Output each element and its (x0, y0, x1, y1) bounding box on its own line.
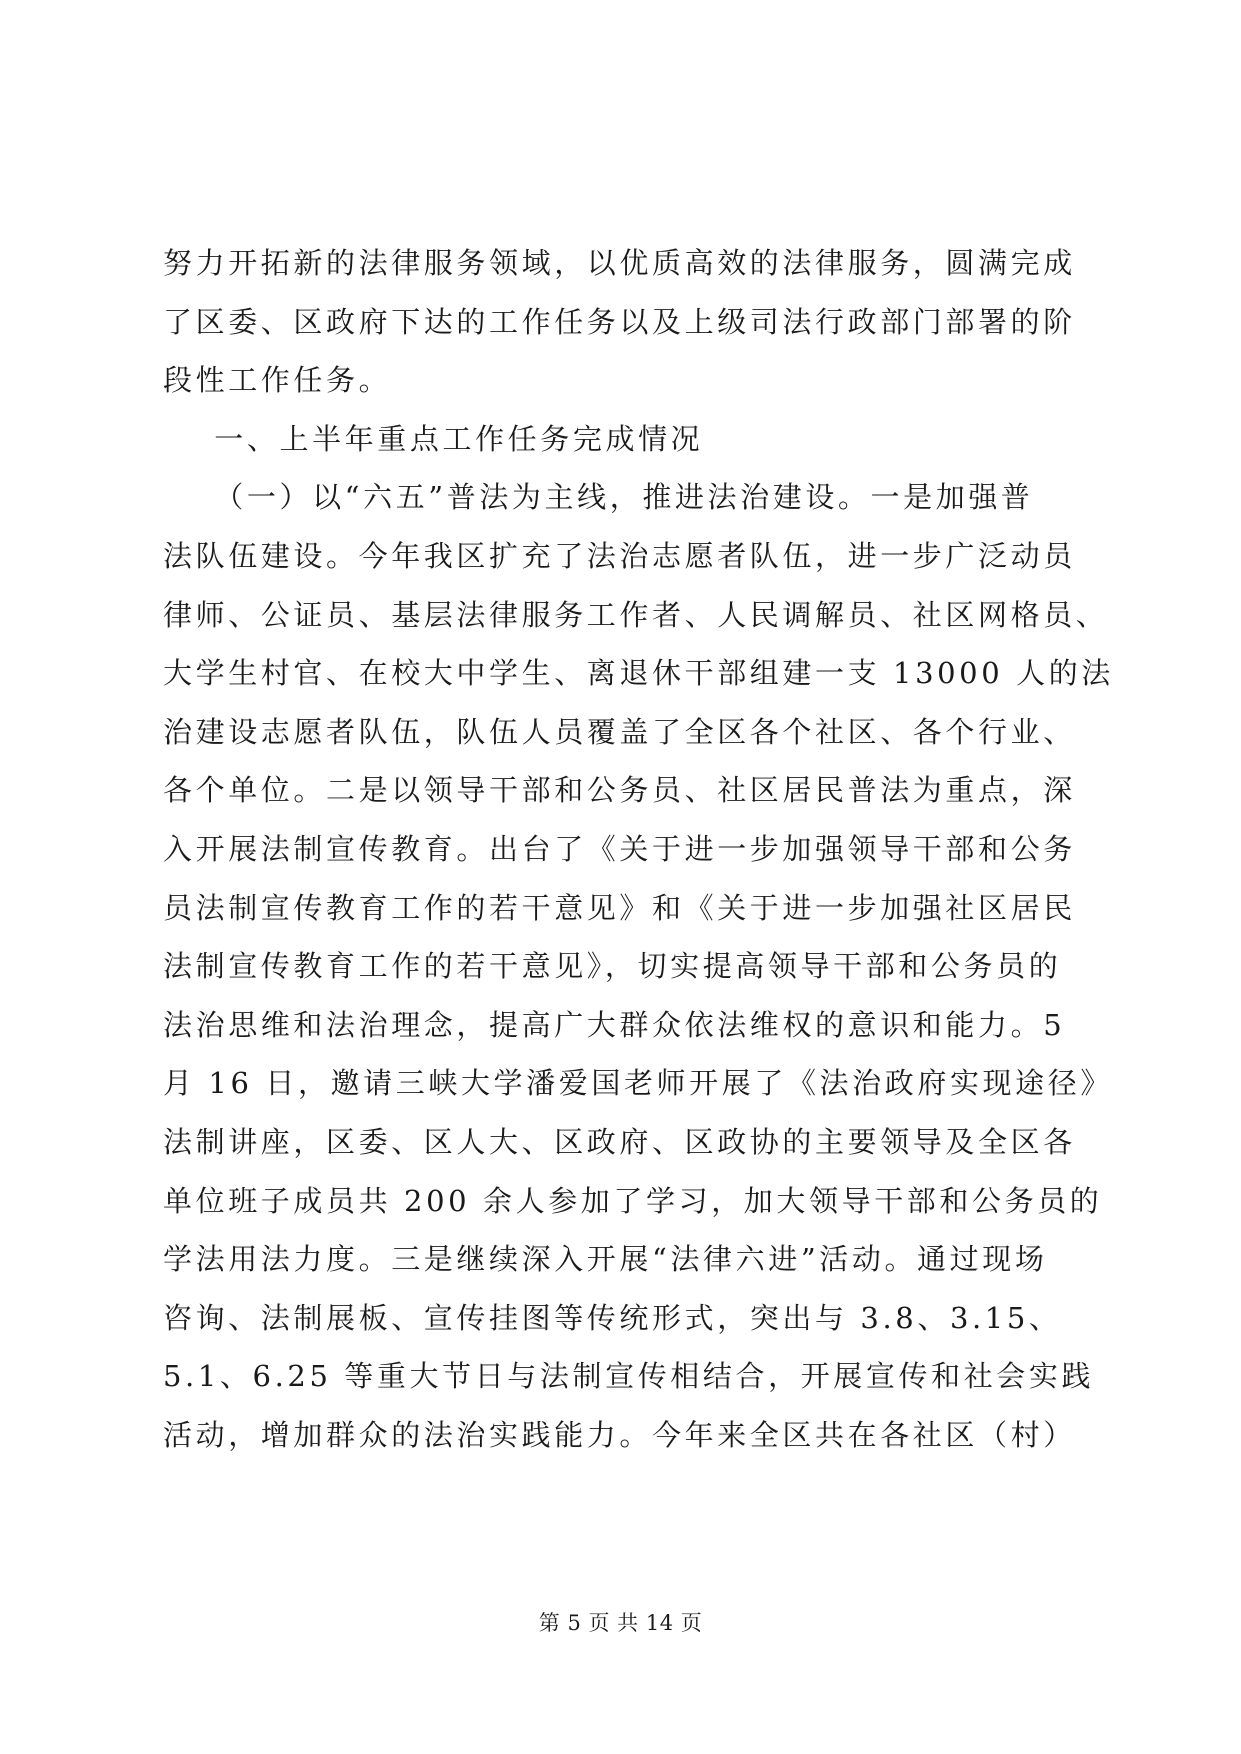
body-text-line: 努力开拓新的法律服务领域，以优质高效的法律服务，圆满完成 (163, 246, 1076, 280)
page-footer: 第 5 页 共 14 页 (538, 1611, 703, 1635)
body-text-line: 5.1、6.25 等重大节日与法制宣传相结合，开展宣传和社会实践 (163, 1359, 1095, 1394)
body-text-line: 各个单位。二是以领导干部和公务员、社区居民普法为重点，深 (163, 773, 1076, 808)
body-text-line: 活动，增加群众的法治实践能力。今年来全区共在各社区（村） (163, 1417, 1076, 1452)
body-text-line: 员法制宣传教育工作的若干意见》和《关于进一步加强社区居民 (163, 890, 1076, 925)
body-text-line: 律师、公证员、基层法律服务工作者、人民调解员、社区网格员、 (163, 597, 1109, 632)
body-text-line: 法制宣传教育工作的若干意见》，切实提高领导干部和公务员的 (163, 949, 1062, 984)
body-text-line: 法队伍建设。今年我区扩充了法治志愿者队伍，进一步广泛动员 (163, 538, 1076, 573)
body-text-line: 学法用法力度。三是继续深入开展“法律六进”活动。通过现场 (163, 1242, 1048, 1277)
body-text-line: 大学生村官、在校大中学生、离退休干部组建一支 13000 人的法 (163, 656, 1114, 691)
body-text-line: 段性工作任务。 (163, 363, 392, 398)
body-text-line: （一）以“六五”普法为主线，推进法治建设。一是加强普 (163, 480, 1034, 515)
body-text-line: 月 16 日，邀请三峡大学潘爱国老师开展了《法治政府实现途径》 (163, 1066, 1113, 1101)
body-text-line: 咨询、法制展板、宣传挂图等传统形式，突出与 3.8、3.15、 (163, 1300, 1062, 1335)
body-text-line: 法制讲座，区委、区人大、区政府、区政协的主要领导及全区各 (163, 1124, 1076, 1159)
document-body (163, 234, 1114, 1464)
body-text-line: 治建设志愿者队伍，队伍人员覆盖了全区各个社区、各个行业、 (163, 714, 1076, 749)
body-text-line: 法治思维和法治理念，提高广大群众依法维权的意识和能力。5 (163, 1007, 1066, 1042)
body-text-line: 了区委、区政府下达的工作任务以及上级司法行政部门部署的阶 (163, 304, 1076, 339)
body-text-line: 入开展法制宣传教育。出台了《关于进一步加强领导干部和公务 (163, 831, 1076, 866)
body-text-line: 单位班子成员共 200 余人参加了学习，加大领导干部和公务员的 (163, 1183, 1103, 1218)
body-text-line: 一、上半年重点工作任务完成情况 (163, 421, 704, 456)
